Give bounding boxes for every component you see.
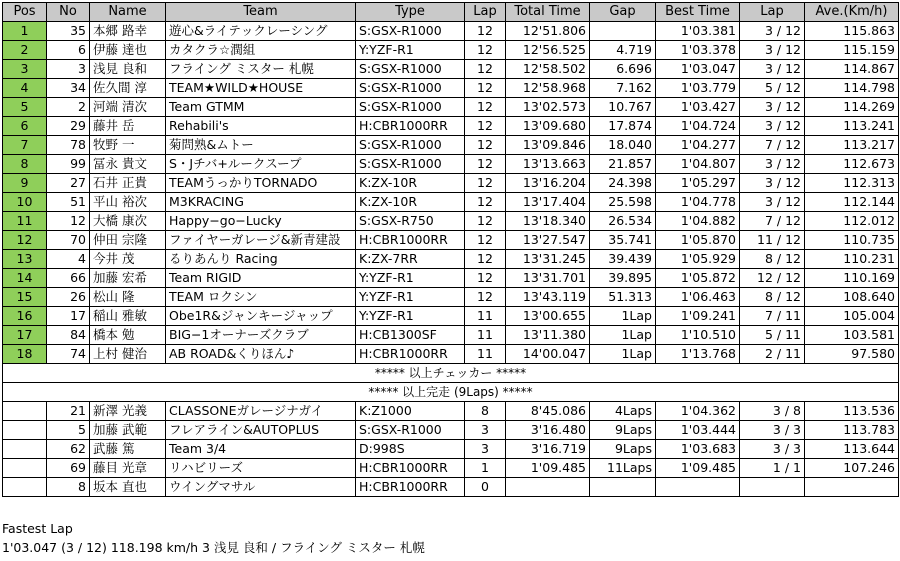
cell-best-time: 1'04.807 (656, 155, 740, 174)
cell-best-time: 1'03.444 (656, 421, 740, 440)
cell-team: S・Jチバ+ルークスープ (166, 155, 356, 174)
cell-name: 橋本 勉 (90, 326, 166, 345)
cell-lap: 3 (465, 421, 506, 440)
cell-best-time: 1'03.427 (656, 98, 740, 117)
cell-average: 112.144 (805, 193, 899, 212)
column-header: Best Time (656, 3, 740, 22)
cell-type: S:GSX-R1000 (356, 136, 465, 155)
cell-total-time: 13'09.846 (506, 136, 590, 155)
table-row (3, 231, 899, 250)
cell-pos: 12 (3, 231, 47, 250)
table-row (3, 98, 899, 117)
cell-total-time: 13'18.340 (506, 212, 590, 231)
results-table (2, 2, 899, 497)
cell-average: 112.012 (805, 212, 899, 231)
cell-best-lap: 3 / 12 (740, 174, 805, 193)
cell-type: Y:YZF-R1 (356, 41, 465, 60)
table-row (3, 22, 899, 41)
cell-total-time: 13'11.380 (506, 326, 590, 345)
cell-no: 78 (47, 136, 90, 155)
cell-name: 上村 健治 (90, 345, 166, 364)
cell-team: Team RIGID (166, 269, 356, 288)
cell-gap: 4.719 (590, 41, 656, 60)
cell-best-time: 1'03.779 (656, 79, 740, 98)
cell-type: S:GSX-R1000 (356, 421, 465, 440)
cell-lap: 12 (465, 288, 506, 307)
cell-type: S:GSX-R1000 (356, 60, 465, 79)
cell-average: 114.867 (805, 60, 899, 79)
cell-pos: 1 (3, 22, 47, 41)
cell-pos: 5 (3, 98, 47, 117)
cell-average: 113.536 (805, 402, 899, 421)
cell-average: 113.783 (805, 421, 899, 440)
cell-team: るりあんり Racing (166, 250, 356, 269)
cell-name: 武藤 篤 (90, 440, 166, 459)
cell-type: H:CBR1000RR (356, 459, 465, 478)
cell-total-time: 14'00.047 (506, 345, 590, 364)
cell-pos: 15 (3, 288, 47, 307)
cell-total-time: 13'13.663 (506, 155, 590, 174)
cell-team: ウイングマサル (166, 478, 356, 497)
cell-type: Y:YZF-R1 (356, 307, 465, 326)
cell-no: 66 (47, 269, 90, 288)
cell-type: S:GSX-R1000 (356, 79, 465, 98)
cell-best-lap: 3 / 12 (740, 98, 805, 117)
cell-team: TEAM ロクシン (166, 288, 356, 307)
cell-gap: 39.895 (590, 269, 656, 288)
fastest-lap-section (2, 519, 898, 557)
cell-total-time: 12'56.525 (506, 41, 590, 60)
cell-pos: 17 (3, 326, 47, 345)
cell-team: ファイヤーガレージ&新青建設 (166, 231, 356, 250)
cell-name: 佐久間 淳 (90, 79, 166, 98)
cell-lap: 12 (465, 60, 506, 79)
cell-no: 26 (47, 288, 90, 307)
cell-type: H:CBR1000RR (356, 478, 465, 497)
cell-total-time: 13'16.204 (506, 174, 590, 193)
table-row (3, 269, 899, 288)
cell-name: 大橋 康次 (90, 212, 166, 231)
cell-total-time: 8'45.086 (506, 402, 590, 421)
cell-best-time: 1'13.768 (656, 345, 740, 364)
cell-best-lap: 3 / 12 (740, 41, 805, 60)
cell-total-time: 13'31.245 (506, 250, 590, 269)
cell-team: フレアライン&AUTOPLUS (166, 421, 356, 440)
cell-pos: 3 (3, 60, 47, 79)
cell-lap: 8 (465, 402, 506, 421)
cell-name: 牧野 一 (90, 136, 166, 155)
cell-average: 108.640 (805, 288, 899, 307)
column-header: Gap (590, 3, 656, 22)
cell-average: 114.269 (805, 98, 899, 117)
cell-best-time: 1'03.381 (656, 22, 740, 41)
cell-team: Rehabili's (166, 117, 356, 136)
cell-average: 114.798 (805, 79, 899, 98)
checker-separator-row (3, 364, 899, 383)
cell-pos: 14 (3, 269, 47, 288)
table-row (3, 79, 899, 98)
cell-no: 21 (47, 402, 90, 421)
cell-average: 113.241 (805, 117, 899, 136)
cell-no: 84 (47, 326, 90, 345)
cell-pos: 2 (3, 41, 47, 60)
cell-lap: 11 (465, 345, 506, 364)
cell-no: 27 (47, 174, 90, 193)
table-row (3, 402, 899, 421)
column-header: Total Time (506, 3, 590, 22)
cell-team: Team 3/4 (166, 440, 356, 459)
cell-type: K:ZX-10R (356, 193, 465, 212)
cell-gap: 35.741 (590, 231, 656, 250)
cell-no: 35 (47, 22, 90, 41)
cell-average: 115.159 (805, 41, 899, 60)
cell-gap: 25.598 (590, 193, 656, 212)
checker-separator: ***** 以上チェッカー ***** (3, 364, 899, 383)
cell-name: 冨永 貴文 (90, 155, 166, 174)
table-row (3, 326, 899, 345)
cell-name: 加藤 宏希 (90, 269, 166, 288)
cell-team: Happy−go−Lucky (166, 212, 356, 231)
cell-best-time: 1'05.872 (656, 269, 740, 288)
column-header: Team (166, 3, 356, 22)
cell-best-lap (740, 478, 805, 497)
cell-pos: 9 (3, 174, 47, 193)
header-row (3, 3, 899, 22)
cell-average: 103.581 (805, 326, 899, 345)
cell-best-time: 1'06.463 (656, 288, 740, 307)
cell-type: S:GSX-R750 (356, 212, 465, 231)
cell-lap: 12 (465, 193, 506, 212)
cell-type: S:GSX-R1000 (356, 155, 465, 174)
cell-total-time: 13'02.573 (506, 98, 590, 117)
column-header: Lap (465, 3, 506, 22)
cell-no: 29 (47, 117, 90, 136)
cell-name: 伊藤 達也 (90, 41, 166, 60)
cell-best-lap: 3 / 12 (740, 22, 805, 41)
cell-average: 97.580 (805, 345, 899, 364)
cell-team: CLASSONEガレージナガイ (166, 402, 356, 421)
cell-gap: 51.313 (590, 288, 656, 307)
cell-team: 遊心&ライテックレーシング (166, 22, 356, 41)
cell-name: 藤目 光章 (90, 459, 166, 478)
cell-lap: 3 (465, 440, 506, 459)
cell-best-lap: 3 / 12 (740, 155, 805, 174)
cell-best-lap: 5 / 11 (740, 326, 805, 345)
cell-best-lap: 7 / 12 (740, 136, 805, 155)
column-header: Pos (3, 3, 47, 22)
cell-gap: 1Lap (590, 345, 656, 364)
cell-average: 107.246 (805, 459, 899, 478)
cell-gap: 18.040 (590, 136, 656, 155)
cell-lap: 0 (465, 478, 506, 497)
cell-lap: 12 (465, 174, 506, 193)
fastest-lap-label: Fastest Lap (2, 521, 73, 536)
cell-no: 51 (47, 193, 90, 212)
cell-total-time: 13'43.119 (506, 288, 590, 307)
cell-best-time: 1'04.362 (656, 402, 740, 421)
cell-name: 平山 裕次 (90, 193, 166, 212)
cell-team: 菊問熟&ムトー (166, 136, 356, 155)
cell-pos: 13 (3, 250, 47, 269)
cell-name: 浅見 良和 (90, 60, 166, 79)
cell-average: 105.004 (805, 307, 899, 326)
cell-type: K:ZX-7RR (356, 250, 465, 269)
cell-no: 4 (47, 250, 90, 269)
cell-no: 70 (47, 231, 90, 250)
cell-pos: 11 (3, 212, 47, 231)
cell-best-lap: 3 / 12 (740, 117, 805, 136)
table-row (3, 478, 899, 497)
cell-type: D:998S (356, 440, 465, 459)
cell-best-time: 1'03.683 (656, 440, 740, 459)
cell-gap: 9Laps (590, 421, 656, 440)
cell-no: 3 (47, 60, 90, 79)
cell-total-time: 13'09.680 (506, 117, 590, 136)
cell-average: 112.313 (805, 174, 899, 193)
cell-best-lap: 5 / 12 (740, 79, 805, 98)
cell-best-time: 1'05.870 (656, 231, 740, 250)
cell-lap: 12 (465, 212, 506, 231)
cell-total-time: 13'17.404 (506, 193, 590, 212)
cell-gap: 26.534 (590, 212, 656, 231)
cell-pos (3, 478, 47, 497)
cell-total-time: 3'16.480 (506, 421, 590, 440)
table-row (3, 41, 899, 60)
finish-separator: ***** 以上完走 (9Laps) ***** (3, 383, 899, 402)
table-row (3, 212, 899, 231)
cell-total-time: 13'31.701 (506, 269, 590, 288)
table-row (3, 193, 899, 212)
cell-total-time: 3'16.719 (506, 440, 590, 459)
cell-pos: 4 (3, 79, 47, 98)
cell-type: H:CB1300SF (356, 326, 465, 345)
table-row (3, 421, 899, 440)
cell-team: M3KRACING (166, 193, 356, 212)
cell-best-time: 1'04.277 (656, 136, 740, 155)
cell-no: 6 (47, 41, 90, 60)
cell-lap: 1 (465, 459, 506, 478)
cell-best-lap: 8 / 12 (740, 288, 805, 307)
cell-team: フライング ミスター 札幌 (166, 60, 356, 79)
cell-lap: 12 (465, 136, 506, 155)
cell-name: 坂本 直也 (90, 478, 166, 497)
table-row (3, 60, 899, 79)
cell-no: 34 (47, 79, 90, 98)
cell-average: 110.231 (805, 250, 899, 269)
cell-best-time: 1'04.724 (656, 117, 740, 136)
table-row (3, 117, 899, 136)
cell-name: 加藤 武範 (90, 421, 166, 440)
cell-team: TEAMうっかりTORNADO (166, 174, 356, 193)
cell-lap: 12 (465, 155, 506, 174)
cell-no: 74 (47, 345, 90, 364)
cell-best-time: 1'09.485 (656, 459, 740, 478)
results-body (3, 22, 899, 497)
cell-gap: 1Lap (590, 326, 656, 345)
cell-team: Obe1R&ジャンキージャップ (166, 307, 356, 326)
cell-gap: 24.398 (590, 174, 656, 193)
cell-name: 藤井 岳 (90, 117, 166, 136)
cell-name: 新澤 光義 (90, 402, 166, 421)
cell-average (805, 478, 899, 497)
cell-type: H:CBR1000RR (356, 345, 465, 364)
cell-name: 松山 隆 (90, 288, 166, 307)
cell-best-time (656, 478, 740, 497)
cell-pos: 8 (3, 155, 47, 174)
cell-team: カタクラ☆潤組 (166, 41, 356, 60)
cell-gap (590, 22, 656, 41)
cell-no: 5 (47, 421, 90, 440)
cell-gap: 7.162 (590, 79, 656, 98)
cell-lap: 12 (465, 250, 506, 269)
cell-pos: 7 (3, 136, 47, 155)
cell-lap: 12 (465, 231, 506, 250)
cell-best-lap: 7 / 11 (740, 307, 805, 326)
table-row (3, 307, 899, 326)
cell-name: 稲山 雅敏 (90, 307, 166, 326)
cell-total-time: 1'09.485 (506, 459, 590, 478)
table-row (3, 459, 899, 478)
cell-team: BIG−1オーナーズクラブ (166, 326, 356, 345)
cell-best-time: 1'04.778 (656, 193, 740, 212)
cell-lap: 12 (465, 79, 506, 98)
cell-type: Y:YZF-R1 (356, 269, 465, 288)
cell-team: AB ROAD&くりほん♪ (166, 345, 356, 364)
cell-average: 110.735 (805, 231, 899, 250)
cell-no: 62 (47, 440, 90, 459)
table-row (3, 155, 899, 174)
cell-type: H:CBR1000RR (356, 231, 465, 250)
cell-best-time: 1'03.378 (656, 41, 740, 60)
column-header: Type (356, 3, 465, 22)
cell-total-time: 12'58.968 (506, 79, 590, 98)
cell-no: 69 (47, 459, 90, 478)
cell-average: 110.169 (805, 269, 899, 288)
cell-pos (3, 402, 47, 421)
cell-team: TEAM★WILD★HOUSE (166, 79, 356, 98)
cell-best-lap: 8 / 12 (740, 250, 805, 269)
table-row (3, 136, 899, 155)
cell-best-time: 1'04.882 (656, 212, 740, 231)
cell-name: 仲田 宗隆 (90, 231, 166, 250)
cell-pos: 18 (3, 345, 47, 364)
cell-gap: 10.767 (590, 98, 656, 117)
cell-type: K:Z1000 (356, 402, 465, 421)
cell-best-time: 1'05.297 (656, 174, 740, 193)
cell-best-time: 1'03.047 (656, 60, 740, 79)
cell-gap: 4Laps (590, 402, 656, 421)
cell-total-time (506, 478, 590, 497)
cell-no: 2 (47, 98, 90, 117)
cell-team: Team GTMM (166, 98, 356, 117)
cell-average: 113.644 (805, 440, 899, 459)
column-header: Lap (740, 3, 805, 22)
cell-gap: 21.857 (590, 155, 656, 174)
cell-total-time: 13'27.547 (506, 231, 590, 250)
cell-lap: 12 (465, 117, 506, 136)
cell-best-lap: 7 / 12 (740, 212, 805, 231)
cell-pos: 16 (3, 307, 47, 326)
cell-lap: 12 (465, 98, 506, 117)
cell-gap: 39.439 (590, 250, 656, 269)
cell-gap: 6.696 (590, 60, 656, 79)
cell-no: 99 (47, 155, 90, 174)
cell-type: S:GSX-R1000 (356, 22, 465, 41)
cell-best-time: 1'09.241 (656, 307, 740, 326)
column-header: No (47, 3, 90, 22)
cell-type: S:GSX-R1000 (356, 98, 465, 117)
cell-lap: 12 (465, 22, 506, 41)
cell-total-time: 12'58.502 (506, 60, 590, 79)
cell-best-time: 1'05.929 (656, 250, 740, 269)
cell-best-lap: 12 / 12 (740, 269, 805, 288)
cell-lap: 12 (465, 269, 506, 288)
cell-average: 115.863 (805, 22, 899, 41)
cell-lap: 11 (465, 307, 506, 326)
fastest-lap-text: 1'03.047 (3 / 12) 118.198 km/h 3 浅見 良和 / フライング ミスター 札幌 (2, 540, 425, 555)
cell-best-lap: 3 / 3 (740, 421, 805, 440)
cell-gap: 1Lap (590, 307, 656, 326)
cell-type: K:ZX-10R (356, 174, 465, 193)
table-row (3, 174, 899, 193)
table-row (3, 250, 899, 269)
cell-pos: 6 (3, 117, 47, 136)
cell-gap: 11Laps (590, 459, 656, 478)
column-header: Ave.(Km/h) (805, 3, 899, 22)
cell-average: 113.217 (805, 136, 899, 155)
cell-type: Y:YZF-R1 (356, 288, 465, 307)
cell-type: H:CBR1000RR (356, 117, 465, 136)
cell-best-lap: 3 / 12 (740, 60, 805, 79)
cell-name: 今井 茂 (90, 250, 166, 269)
cell-no: 8 (47, 478, 90, 497)
cell-best-time: 1'10.510 (656, 326, 740, 345)
cell-average: 112.673 (805, 155, 899, 174)
cell-gap: 9Laps (590, 440, 656, 459)
cell-best-lap: 3 / 8 (740, 402, 805, 421)
cell-best-lap: 1 / 1 (740, 459, 805, 478)
cell-pos (3, 421, 47, 440)
cell-lap: 12 (465, 41, 506, 60)
cell-pos: 10 (3, 193, 47, 212)
cell-best-lap: 3 / 12 (740, 193, 805, 212)
cell-total-time: 13'00.655 (506, 307, 590, 326)
cell-name: 本郷 路幸 (90, 22, 166, 41)
cell-lap: 11 (465, 326, 506, 345)
cell-name: 石井 正貴 (90, 174, 166, 193)
cell-best-lap: 11 / 12 (740, 231, 805, 250)
cell-team: リハビリーズ (166, 459, 356, 478)
cell-pos (3, 440, 47, 459)
cell-pos (3, 459, 47, 478)
cell-total-time: 12'51.806 (506, 22, 590, 41)
table-row (3, 288, 899, 307)
cell-best-lap: 3 / 3 (740, 440, 805, 459)
table-row (3, 440, 899, 459)
cell-no: 12 (47, 212, 90, 231)
table-row (3, 345, 899, 364)
cell-gap: 17.874 (590, 117, 656, 136)
column-header: Name (90, 3, 166, 22)
cell-name: 河端 清次 (90, 98, 166, 117)
results-container (2, 2, 898, 497)
cell-best-lap: 2 / 11 (740, 345, 805, 364)
cell-gap (590, 478, 656, 497)
cell-no: 17 (47, 307, 90, 326)
finish-separator-row (3, 383, 899, 402)
